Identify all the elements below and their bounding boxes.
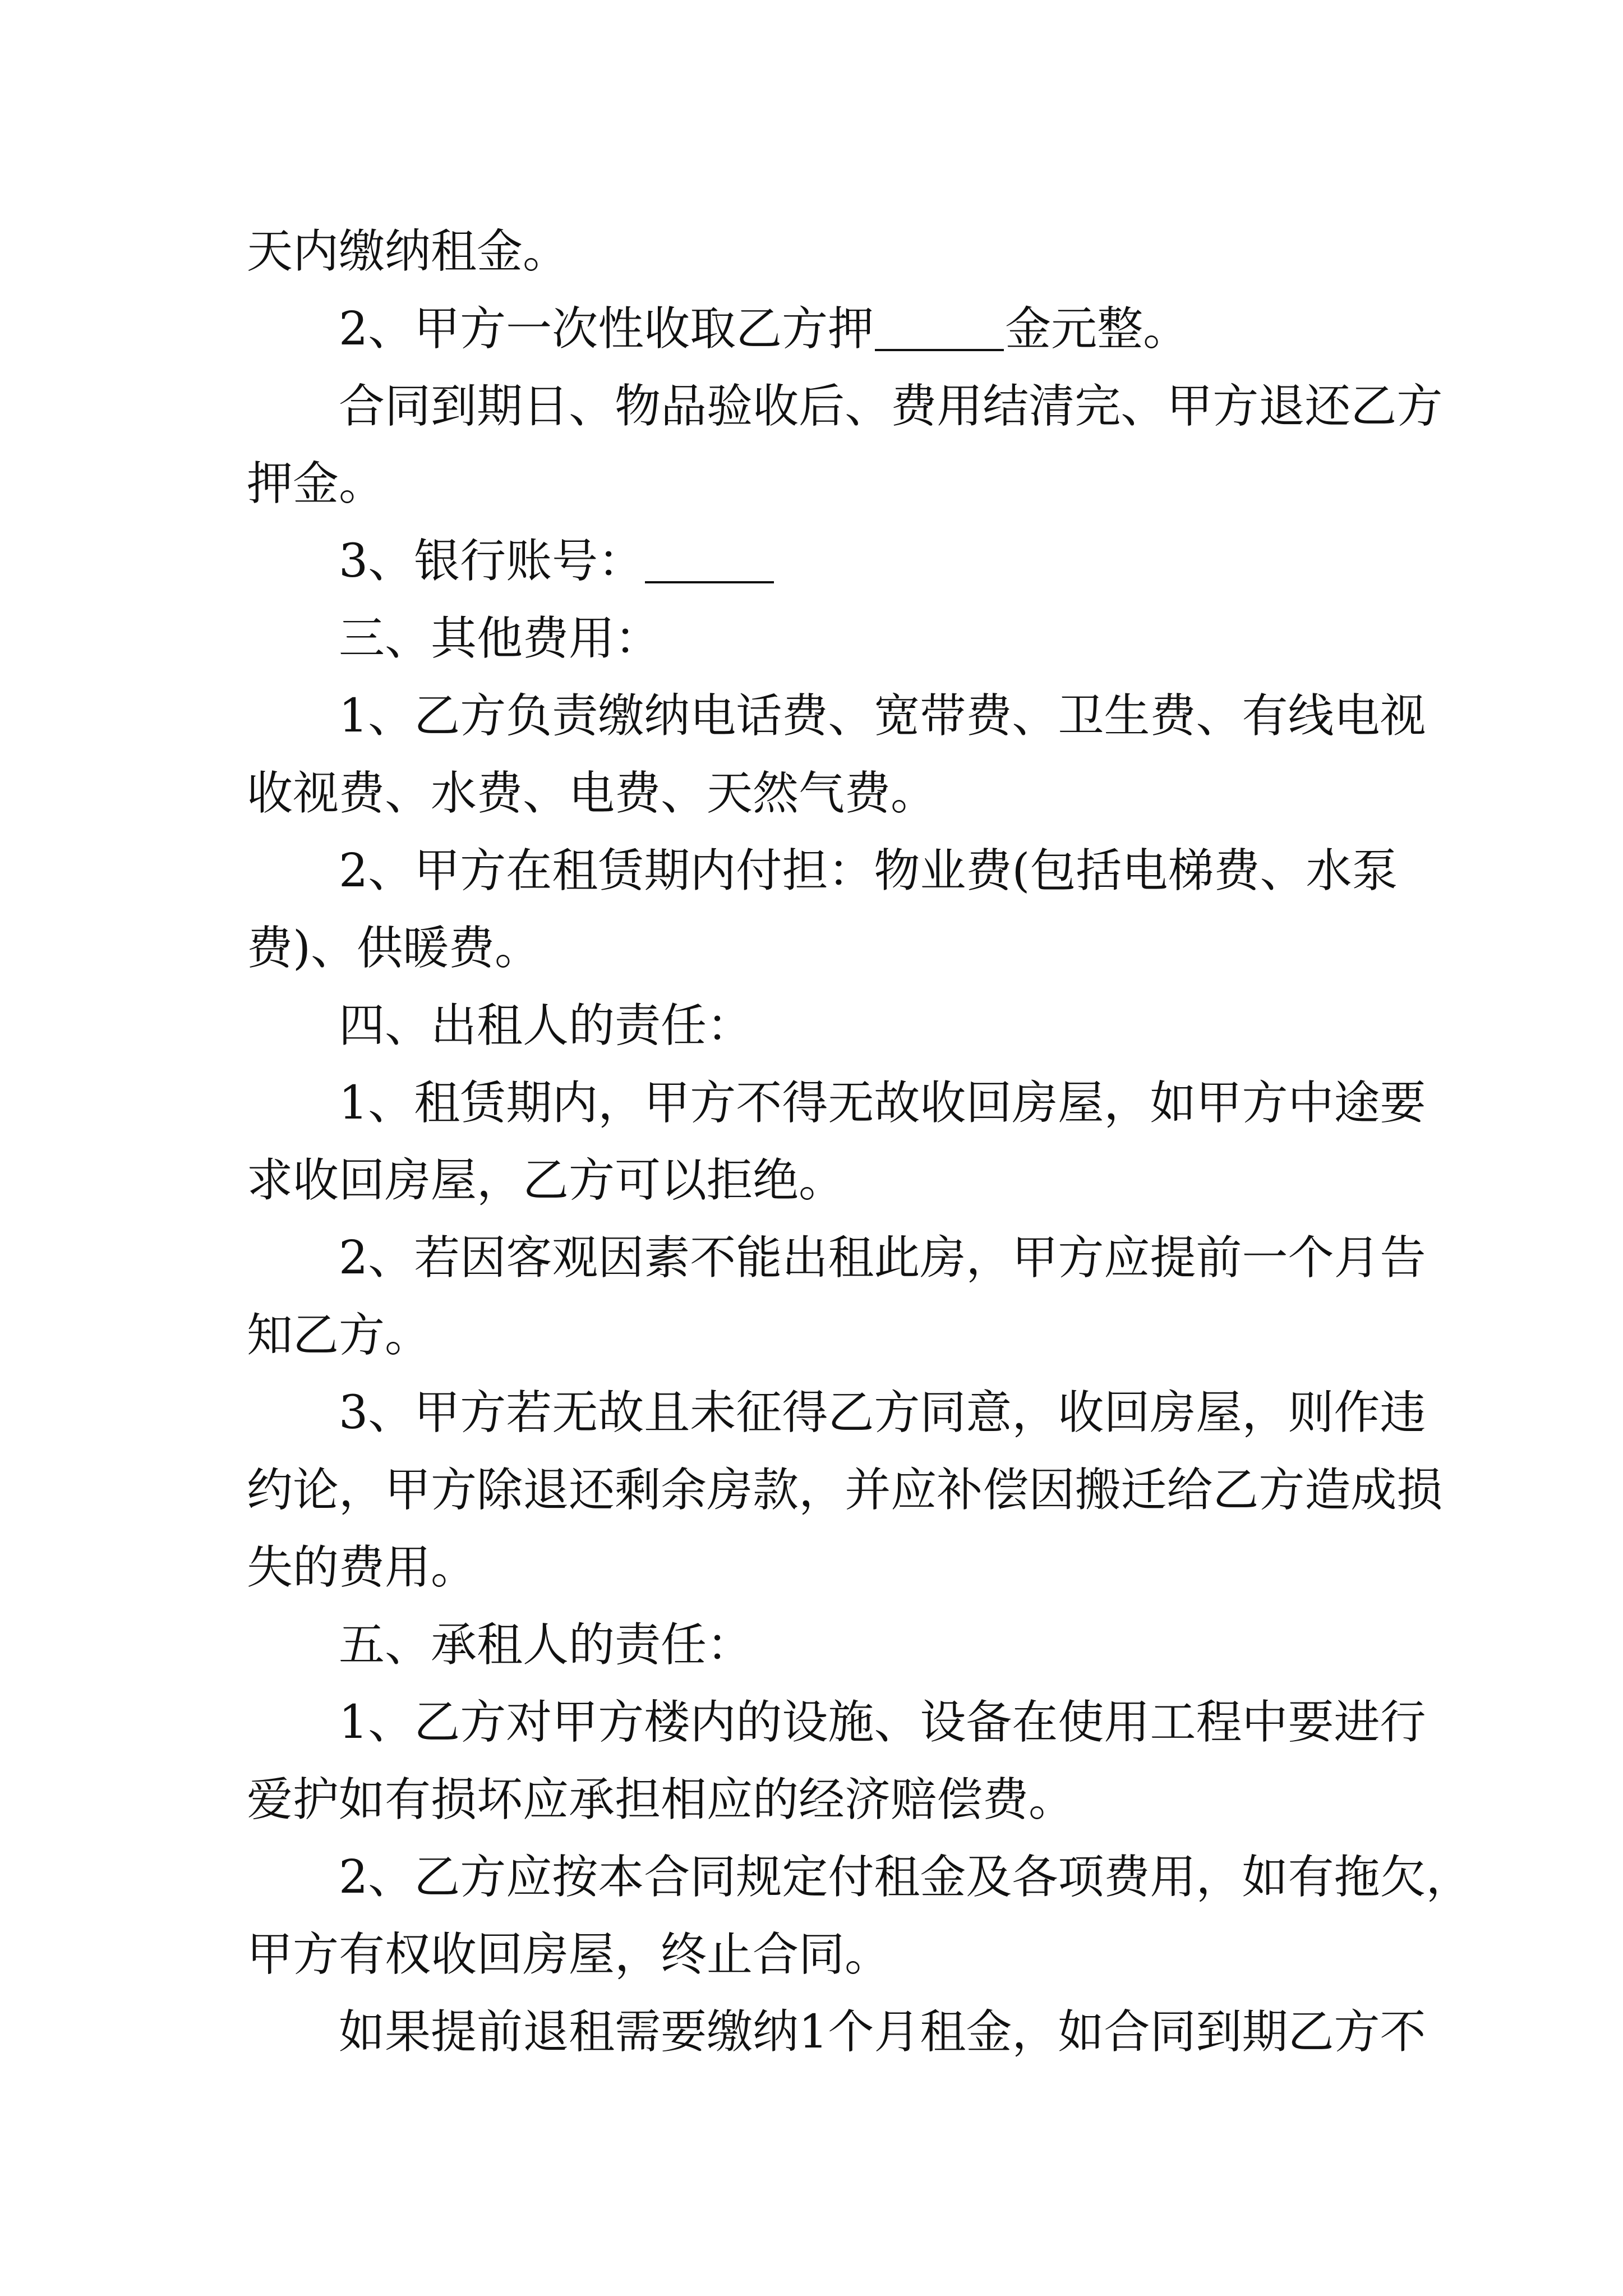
text-glyph: 电 [690,689,736,743]
text-glyph: 如 [339,2005,385,2059]
text-glyph: 清 [1029,380,1075,433]
text-glyph: 楼 [644,1696,690,1749]
text-glyph: 退 [1258,380,1305,433]
text-glyph: 、 [1121,380,1167,433]
text-glyph: 卫 [1058,689,1104,743]
text-glyph: ( [1012,844,1030,898]
text-glyph: 3 [339,1386,368,1439]
line-text: 费)、供暖费。 [247,922,541,975]
text-glyph: 付 [828,1851,874,1904]
text-glyph: 余 [661,1464,707,1517]
text-glyph: 告 [1380,1231,1426,1285]
text-glyph: 补 [937,1464,983,1517]
text-glyph: 违 [1380,1386,1426,1439]
text-glyph: 同 [1150,2005,1196,2059]
text-glyph: 甲 [1196,1076,1242,1130]
text-glyph: 对 [506,1696,552,1749]
text-glyph: 有 [1242,689,1288,743]
text-glyph: 在 [506,844,552,898]
text-glyph: 要 [1288,1696,1334,1749]
text-glyph: 如 [1150,1076,1196,1130]
text-glyph: ， [1104,1076,1150,1130]
text-glyph: 不 [736,1076,782,1130]
text-line [247,1529,1391,1607]
text-glyph: 、 [368,1231,414,1285]
text-glyph: 损 [1396,1464,1443,1517]
text-glyph: 生 [1104,689,1150,743]
text-line [247,600,1391,678]
text-glyph: 完 [1075,380,1121,433]
text-glyph: 包 [1030,844,1076,898]
text-glyph: 、 [874,1696,920,1749]
text-glyph: 方 [1396,380,1443,433]
text-glyph: 、 [368,1696,414,1749]
text-glyph: 、 [1012,689,1058,743]
text-line [247,1297,1391,1374]
text-glyph: 屋 [1058,1076,1104,1130]
text-glyph: 设 [782,1696,828,1749]
text-glyph: 提 [431,2005,477,2059]
text-line [247,1994,1426,2071]
text-glyph: 前 [477,2005,523,2059]
text-glyph: 能 [736,1231,782,1285]
line-suffix-text: 金元整。 [1005,302,1189,356]
text-glyph: 甲 [414,1386,460,1439]
text-glyph: 业 [920,844,966,898]
text-glyph: 乙 [1350,380,1397,433]
text-glyph: ， [1012,2005,1058,2059]
text-glyph: 果 [385,2005,431,2059]
text-glyph: 因 [460,1231,506,1285]
text-glyph: 房 [1150,1386,1196,1439]
text-line [247,368,1443,445]
text-glyph: 按 [552,1851,598,1904]
text-glyph: 梯 [1168,844,1214,898]
text-glyph: 日 [523,380,569,433]
text-glyph: 给 [1166,1464,1213,1517]
text-glyph: 租 [414,1076,460,1130]
text-glyph: 、 [368,1851,414,1904]
text-glyph: 如 [1058,2005,1104,2059]
text-glyph: 水 [1306,844,1352,898]
text-glyph: 负 [506,689,552,743]
text-glyph: 个 [828,2005,874,2059]
text-glyph: 若 [506,1386,552,1439]
text-glyph: 内 [690,1696,736,1749]
text-glyph: 作 [1334,1386,1380,1439]
text-glyph: 1 [799,2005,828,2059]
text-glyph: 费 [1214,844,1260,898]
text-glyph: 乙 [414,689,460,743]
text-glyph: 电 [1122,844,1168,898]
text-glyph: ， [1012,1386,1058,1439]
line-text: 甲方有权收回房屋，终止合同。 [247,1928,891,1981]
text-line [247,1839,1472,1916]
text-glyph: 使 [1058,1696,1104,1749]
text-glyph: 规 [736,1851,782,1904]
text-line [247,291,1391,368]
text-glyph: 期 [644,844,690,898]
text-glyph: 、 [368,844,414,898]
text-glyph: 纳 [753,2005,799,2059]
text-glyph: 论 [293,1464,339,1517]
text-glyph: 搬 [1075,1464,1121,1517]
text-glyph: 、 [1196,689,1242,743]
text-line [247,1684,1426,1761]
text-line [247,987,1391,1065]
text-glyph: 剩 [615,1464,661,1517]
text-glyph: 物 [874,844,920,898]
text-glyph: 期 [477,380,523,433]
text-glyph: 租 [828,1231,874,1285]
text-glyph: ： [828,844,874,898]
text-glyph: ， [1426,1851,1472,1904]
text-glyph: 电 [1334,689,1380,743]
text-line [247,213,1391,291]
text-glyph: 无 [552,1386,598,1439]
text-glyph: 成 [1350,1464,1397,1517]
text-glyph: 回 [966,1076,1012,1130]
text-line [247,1220,1426,1297]
text-glyph: 、 [368,1386,414,1439]
text-glyph: 期 [1242,2005,1288,2059]
text-glyph: 费 [782,689,828,743]
text-glyph: 退 [523,1464,569,1517]
text-line [247,832,1398,910]
text-glyph: 方 [1242,1076,1288,1130]
text-glyph: 、 [569,380,615,433]
text-glyph: 除 [477,1464,523,1517]
text-glyph: 及 [966,1851,1012,1904]
text-glyph: 还 [1304,380,1351,433]
line-text: 3、银行账号： [339,535,644,588]
text-glyph: 欠 [1380,1851,1426,1904]
text-glyph: 素 [644,1231,690,1285]
text-glyph: 乙 [414,1696,460,1749]
text-glyph: 验 [707,380,753,433]
text-glyph: 一 [1242,1231,1288,1285]
text-glyph: 到 [431,380,477,433]
text-glyph: ， [966,1231,1012,1285]
line-text: 押金。 [247,457,385,510]
text-glyph: 方 [690,1076,736,1130]
text-glyph: 得 [782,1386,828,1439]
text-glyph: 线 [1288,689,1334,743]
text-glyph: 偿 [983,1464,1029,1517]
text-glyph: 房 [707,1464,753,1517]
text-glyph: 要 [661,2005,707,2059]
text-glyph: 、 [368,1076,414,1130]
document-page [247,213,1472,2071]
text-glyph: 征 [736,1386,782,1439]
text-glyph: 括 [1076,844,1122,898]
line-text: 三、其他费用： [339,612,661,665]
text-glyph: 费 [1150,689,1196,743]
text-glyph: 费 [891,380,937,433]
text-glyph: 观 [552,1231,598,1285]
text-glyph: 乙 [1212,1464,1259,1517]
text-line [247,755,1391,832]
text-glyph: 、 [1260,844,1306,898]
text-glyph: 物 [615,380,661,433]
text-glyph: 意 [966,1386,1012,1439]
text-line [247,1916,1391,1994]
text-glyph: 方 [598,1696,644,1749]
text-line [247,1607,1391,1684]
text-line [247,1761,1391,1839]
text-glyph: 同 [385,380,431,433]
text-glyph: 方 [460,689,506,743]
line-text: 五、承租人的责任： [339,1618,753,1672]
line-text: 天内缴纳租金。 [247,225,569,278]
text-glyph: 收 [753,380,799,433]
text-glyph: 款 [753,1464,799,1517]
text-glyph: 且 [644,1386,690,1439]
text-glyph: 方 [874,1386,920,1439]
text-glyph: 有 [1288,1851,1334,1904]
text-glyph: 工 [1150,1696,1196,1749]
text-glyph: 赁 [460,1076,506,1130]
text-glyph: 同 [690,1851,736,1904]
text-glyph: 合 [339,380,385,433]
text-glyph: 回 [1104,1386,1150,1439]
text-glyph: 月 [1334,1231,1380,1285]
text-glyph: 乙 [1288,2005,1334,2059]
text-glyph: 方 [460,1851,506,1904]
text-glyph: 甲 [552,1696,598,1749]
text-glyph: 前 [1196,1231,1242,1285]
text-glyph: 甲 [1166,380,1213,433]
text-glyph: 方 [460,844,506,898]
text-glyph: 乙 [828,1386,874,1439]
text-glyph: 未 [690,1386,736,1439]
text-glyph: 缴 [707,2005,753,2059]
text-glyph: 、 [828,689,874,743]
text-glyph: 内 [552,1076,598,1130]
text-glyph: 甲 [414,844,460,898]
text-glyph: 话 [736,689,782,743]
text-glyph: 备 [966,1696,1012,1749]
text-glyph: 还 [569,1464,615,1517]
text-glyph: 不 [1380,2005,1426,2059]
text-glyph: 项 [1058,1851,1104,1904]
text-glyph: 后 [799,380,845,433]
text-glyph: 需 [615,2005,661,2059]
text-glyph: 方 [460,1386,506,1439]
text-glyph: 进 [1334,1696,1380,1749]
text-glyph: 责 [552,689,598,743]
text-glyph: 期 [506,1076,552,1130]
text-glyph: 要 [1380,1076,1426,1130]
text-glyph: 带 [920,689,966,743]
text-glyph: 方 [1212,380,1259,433]
text-glyph: ， [339,1464,385,1517]
text-glyph: 房 [1012,1076,1058,1130]
text-glyph: 月 [874,2005,920,2059]
text-glyph: 行 [1380,1696,1426,1749]
text-glyph: 宽 [874,689,920,743]
text-glyph: 程 [1196,1696,1242,1749]
text-line [247,445,1391,523]
line-text: 2、甲方一次性收取乙方押 [339,302,874,356]
text-glyph: 乙 [414,1851,460,1904]
text-glyph: 定 [782,1851,828,1904]
text-glyph: 个 [1288,1231,1334,1285]
text-glyph: 收 [920,1076,966,1130]
line-text: 知乙方。 [247,1309,431,1362]
text-glyph: 方 [431,1464,477,1517]
text-glyph: 收 [1058,1386,1104,1439]
text-glyph: 因 [1029,1464,1075,1517]
text-glyph: 此 [874,1231,920,1285]
text-glyph: 方 [1058,1231,1104,1285]
text-glyph: 2 [339,844,368,898]
line-text: 四、出租人的责任： [339,999,753,1052]
text-glyph: 结 [983,380,1029,433]
text-line [247,1142,1391,1220]
text-glyph: 缴 [598,689,644,743]
text-glyph: 1 [339,1076,368,1130]
text-glyph: 费 [966,844,1012,898]
text-glyph: ， [1242,1386,1288,1439]
line-text: 求收回房屋，乙方可以拒绝。 [247,1154,845,1207]
text-glyph: 如 [1242,1851,1288,1904]
text-glyph: 不 [690,1231,736,1285]
line-text: 收视费、水费、电费、天然气费。 [247,767,937,820]
text-glyph: 视 [1380,689,1426,743]
text-glyph: 造 [1304,1464,1351,1517]
text-glyph: 退 [523,2005,569,2059]
text-glyph: 纳 [644,689,690,743]
text-glyph: 约 [247,1464,293,1517]
text-glyph: 若 [414,1231,460,1285]
text-line [247,678,1426,755]
text-glyph: 、 [845,380,891,433]
text-glyph: 甲 [1012,1231,1058,1285]
text-glyph: 设 [920,1696,966,1749]
text-glyph: 方 [460,1696,506,1749]
text-glyph: 用 [937,380,983,433]
text-glyph: 故 [874,1076,920,1130]
text-glyph: 中 [1288,1076,1334,1130]
text-glyph: 合 [1104,2005,1150,2059]
text-line [247,1452,1443,1529]
text-glyph: 故 [598,1386,644,1439]
text-line [247,1374,1426,1452]
fill-in-blank [645,578,774,583]
text-glyph: 租 [552,844,598,898]
text-glyph: 施 [828,1696,874,1749]
text-glyph: 本 [598,1851,644,1904]
text-glyph: 方 [1258,1464,1305,1517]
text-glyph: ， [799,1464,845,1517]
text-glyph: 租 [920,2005,966,2059]
text-glyph: 出 [782,1231,828,1285]
text-glyph: 担 [782,844,828,898]
text-glyph: 甲 [385,1464,431,1517]
text-glyph: 则 [1288,1386,1334,1439]
text-glyph: 拖 [1334,1851,1380,1904]
text-glyph: 1 [339,1696,368,1749]
text-glyph: 应 [1104,1231,1150,1285]
text-glyph: 租 [874,1851,920,1904]
text-glyph: 用 [1150,1851,1196,1904]
text-glyph: 屋 [1196,1386,1242,1439]
text-glyph: 甲 [644,1076,690,1130]
text-glyph: 金 [920,1851,966,1904]
text-glyph: 并 [845,1464,891,1517]
text-glyph: 合 [644,1851,690,1904]
text-glyph: 2 [339,1851,368,1904]
text-line [247,1065,1426,1142]
text-glyph: 各 [1012,1851,1058,1904]
text-glyph: 应 [891,1464,937,1517]
text-glyph: 内 [690,844,736,898]
text-line [247,523,1391,600]
text-glyph: ， [1196,1851,1242,1904]
text-line [247,910,1391,987]
text-glyph: 品 [661,380,707,433]
text-glyph: 赁 [598,844,644,898]
text-glyph: 同 [920,1386,966,1439]
text-glyph: 应 [506,1851,552,1904]
text-glyph: 费 [1104,1851,1150,1904]
text-glyph: 迁 [1121,1464,1167,1517]
text-glyph: 、 [368,689,414,743]
line-text: 失的费用。 [247,1541,477,1594]
fill-in-blank [875,346,1004,351]
text-glyph: 1 [339,689,368,743]
text-glyph: 泵 [1352,844,1398,898]
text-glyph: 付 [736,844,782,898]
text-glyph: 无 [828,1076,874,1130]
text-glyph: 提 [1150,1231,1196,1285]
text-glyph: 费 [966,689,1012,743]
text-glyph: 中 [1242,1696,1288,1749]
text-glyph: ， [598,1076,644,1130]
text-glyph: 的 [736,1696,782,1749]
text-glyph: 2 [339,1231,368,1285]
text-glyph: 得 [782,1076,828,1130]
text-glyph: 因 [598,1231,644,1285]
text-glyph: 客 [506,1231,552,1285]
text-glyph: 金 [966,2005,1012,2059]
text-glyph: 用 [1104,1696,1150,1749]
text-glyph: 在 [1012,1696,1058,1749]
text-glyph: 方 [1334,2005,1380,2059]
line-text: 爱护如有损坏应承担相应的经济赔偿费。 [247,1773,1075,1826]
text-glyph: 房 [920,1231,966,1285]
text-glyph: 到 [1196,2005,1242,2059]
text-glyph: 途 [1334,1076,1380,1130]
text-glyph: 租 [569,2005,615,2059]
